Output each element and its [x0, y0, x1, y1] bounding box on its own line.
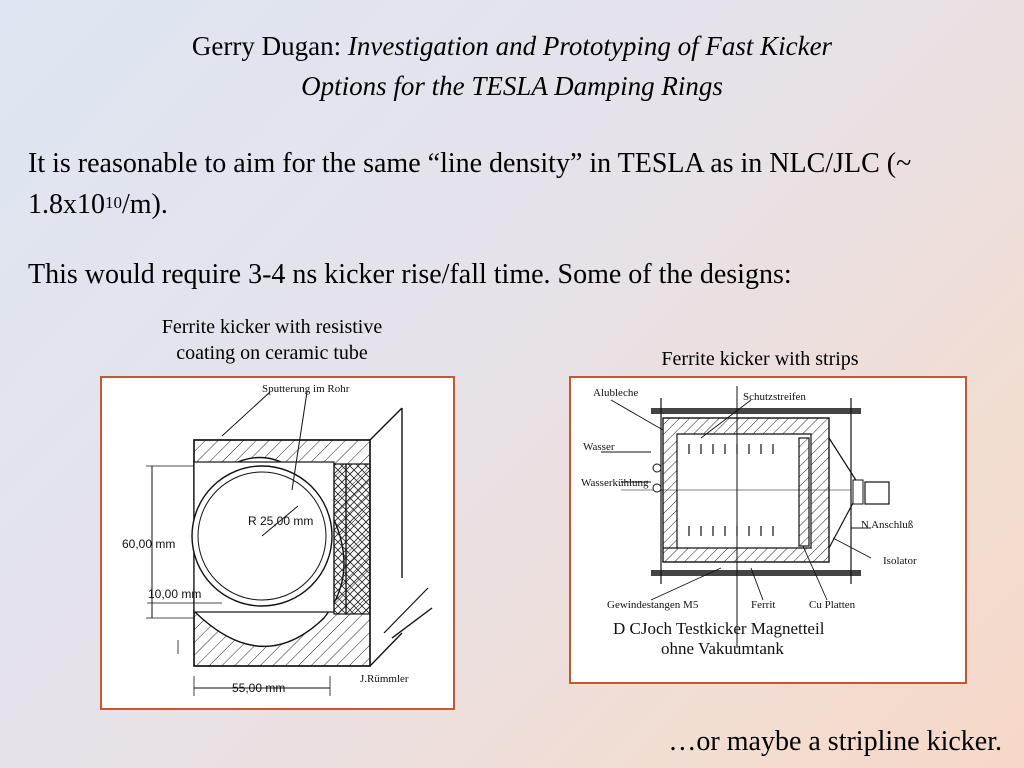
figure1-caption-line1: Ferrite kicker with resistive	[161, 316, 383, 338]
cu-plate	[799, 438, 809, 546]
title-line-1	[0, 26, 1024, 66]
figure1-caption	[112, 314, 432, 366]
drawing-title-2: ohne Vakuumtank	[661, 639, 784, 658]
figure2-frame	[569, 376, 967, 684]
label-sputter: Sputterung im Rohr	[262, 383, 350, 395]
label-n-anschluss: N Anschluß	[861, 519, 914, 531]
label-wasser: Wasser	[583, 441, 615, 453]
figure1-caption-line2: coating on ceramic tube	[176, 342, 368, 364]
drawing-title-1: D CJoch Testkicker Magnetteil	[613, 619, 825, 638]
para1-superscript: 10	[105, 193, 122, 212]
label-author: J.Rümmler	[360, 673, 409, 685]
top-bar	[651, 408, 861, 414]
para1-text: It is reasonable to aim for the same “line density” in TESLA as in NLC/JLC (~ 1.8x10	[28, 148, 912, 220]
figure2-caption: Ferrite kicker with strips	[661, 348, 859, 370]
title-line-2: Options for the TESLA Damping Rings	[301, 71, 723, 101]
label-ferrit: Ferrit	[751, 599, 776, 611]
label-schutzstreifen: Schutzstreifen	[743, 391, 806, 403]
paragraph-line-density	[28, 143, 988, 225]
title-topic-1: Investigation and Prototyping of Fast Kicker	[347, 31, 833, 61]
label-gewindestangen: Gewindestangen M5	[607, 599, 699, 611]
figure1-drawing	[102, 378, 453, 708]
label-width: 55,00 mm	[232, 681, 286, 695]
para1-tail: /m).	[122, 189, 168, 220]
figure1-frame	[100, 376, 455, 710]
label-thickness: 10,00 mm	[148, 587, 202, 601]
figure2-drawing	[571, 378, 965, 682]
label-isolator: Isolator	[883, 555, 917, 567]
conductor-plate	[334, 464, 346, 614]
label-height: 60,00 mm	[122, 537, 176, 551]
slide-title	[0, 26, 1024, 106]
label-cu-platten: Cu Platten	[809, 599, 856, 611]
label-alubleche: Alubleche	[593, 387, 639, 399]
footer-note: …or maybe a stripline kicker.	[668, 726, 1002, 757]
label-radius: R 25,00 mm	[248, 514, 314, 528]
title-author: Gerry Dugan:	[191, 31, 342, 61]
label-wasserkuehlung: Wasserkühlung	[581, 477, 649, 489]
n-connector	[865, 482, 889, 504]
paragraph-rise-time: This would require 3-4 ns kicker rise/fall time. Some of the designs:	[28, 259, 792, 290]
bottom-bar	[651, 570, 861, 576]
